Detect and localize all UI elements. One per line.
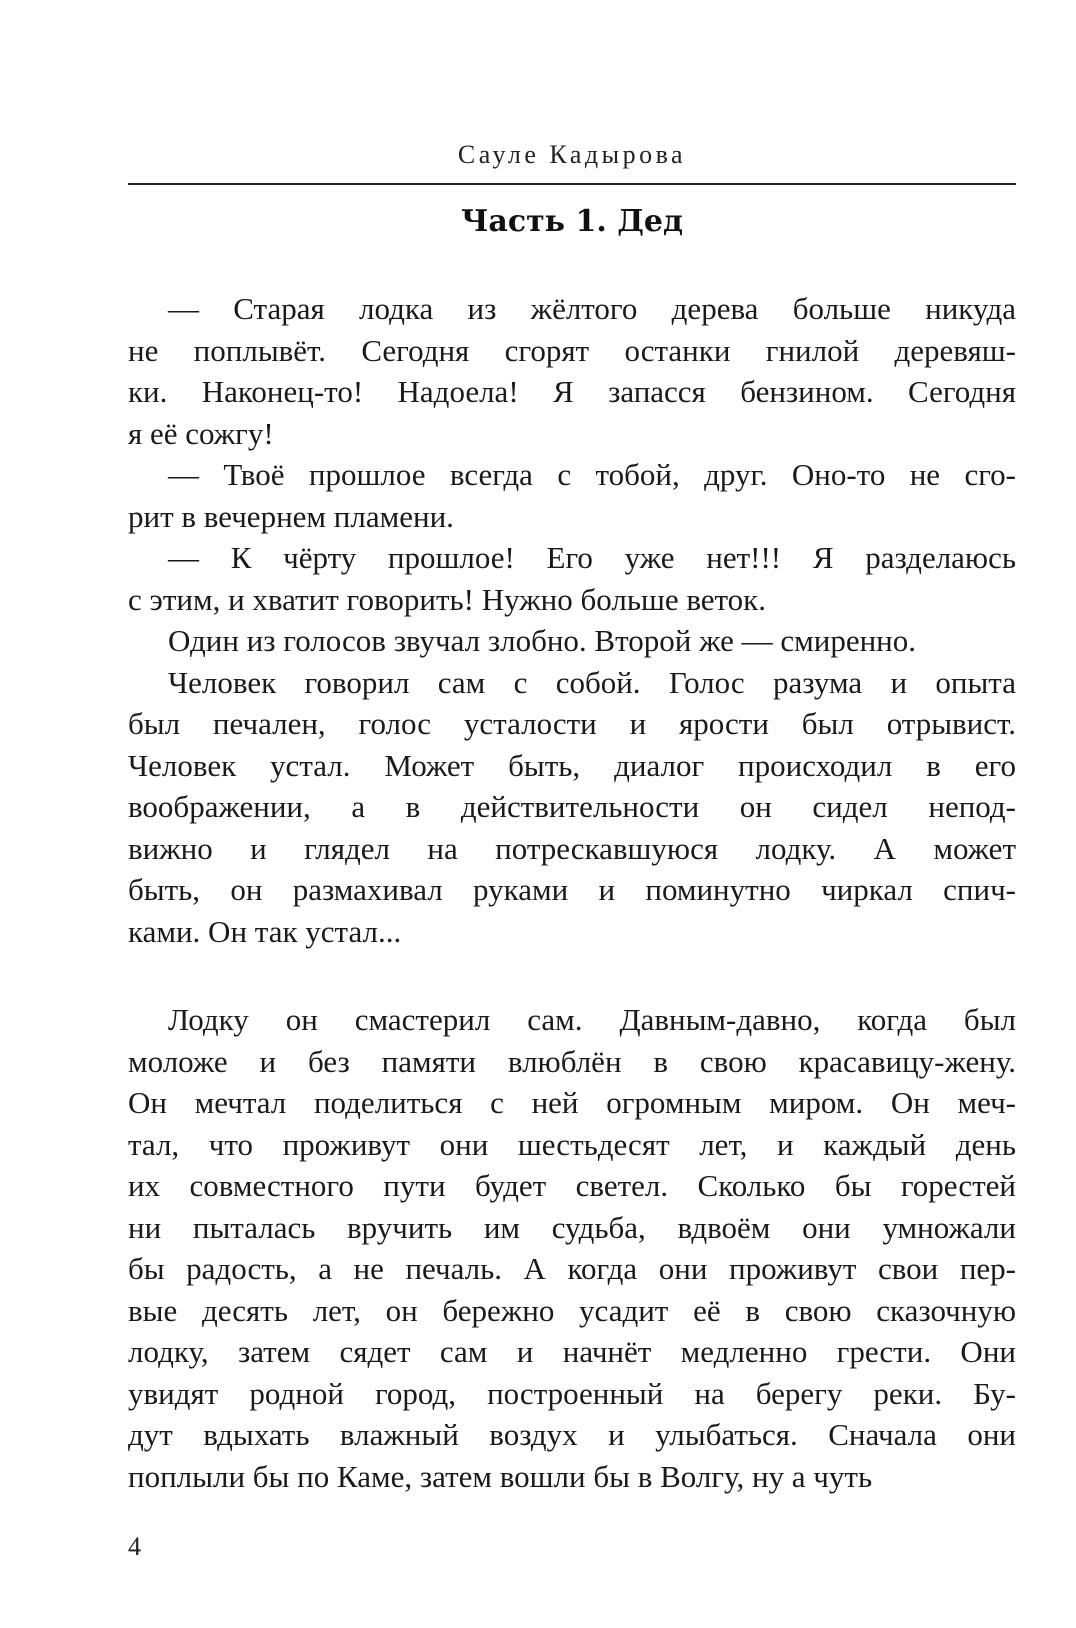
text-line: Человек устал. Может быть, диалог происходил в его	[128, 747, 1016, 783]
text-line: вые десять лет, он бережно усадит её в свою сказочную	[128, 1292, 1016, 1328]
text-line: не поплывёт. Сегодня сгорят останки гнилой деревяш-	[128, 332, 1016, 368]
text-line: бы радость, а не печаль. А когда они проживут свои пер-	[128, 1251, 1016, 1286]
text-line: тал, что проживут они шестьдесят лет, и каждый день	[128, 1126, 1016, 1162]
paragraph	[128, 537, 1016, 620]
text-line: воображении, а в действительности он сидел непод-	[128, 789, 1016, 824]
text-line: — К чёрту прошлое! Его уже нет!!! Я разделаюсь	[168, 540, 1016, 575]
text-line: ками. Он так устал...	[128, 913, 402, 949]
paragraph	[128, 288, 1016, 454]
text-line: лодку, затем сядет сам и начнёт медленно грести. Они	[128, 1334, 1016, 1369]
text-line: я её сожгу!	[128, 415, 274, 451]
text-line: был печален, голос усталости и ярости был отрывист.	[128, 706, 1016, 741]
text-block-2	[128, 999, 1016, 1497]
text-line: увидят родной город, построенный на берегу реки. Бу-	[128, 1375, 1016, 1411]
text-line: Лодку он смастерил сам. Давным-давно, когда был	[168, 1002, 1016, 1037]
text-line: Он мечтал поделиться с ней огромным миром. Он меч-	[128, 1085, 1016, 1120]
text-line: вижно и глядел на потрескавшуюся лодку. А может	[128, 830, 1016, 866]
text-line: — Твоё прошлое всегда с тобой, друг. Оно-то не сго-	[168, 457, 1016, 492]
chapter-title: Часть 1. Дед	[460, 204, 683, 239]
text-line: с этим, и хватит говорить! Нужно больше веток.	[128, 581, 766, 617]
text-line: Один из голосов звучал злобно. Второй же — смиренно.	[168, 623, 917, 658]
header-rule	[128, 183, 1016, 185]
text-line: дут вдыхать влажный воздух и улыбаться. Сначала они	[128, 1417, 1016, 1452]
paragraph	[128, 999, 1016, 1497]
text-line: рит в вечернем пламени.	[128, 498, 454, 534]
paragraph	[128, 620, 1016, 662]
text-line: ки. Наконец-то! Надоела! Я запасся бензином. Сегодня	[128, 374, 1016, 409]
text-line: — Старая лодка из жёлтого дерева больше никуда	[168, 291, 1016, 326]
text-line: их совместного пути будет светел. Сколько бы горестей	[128, 1168, 1016, 1203]
text-line: моложе и без памяти влюблён в свою красавицу-жену.	[128, 1043, 1016, 1079]
paragraph	[128, 454, 1016, 537]
text-line: поплыли бы по Каме, затем вошли бы в Волгу, ну а чуть	[128, 1458, 873, 1494]
page-number: 4	[128, 1532, 141, 1561]
text-block-1	[128, 288, 1016, 952]
running-head: Сауле Кадырова	[457, 140, 687, 169]
text-line: ни пыталась вручить им судьба, вдвоём они умножали	[128, 1209, 1016, 1245]
text-line: Человек говорил сам с собой. Голос разума и опыта	[168, 664, 1016, 700]
paragraph	[128, 662, 1016, 953]
text-line: быть, он размахивал руками и поминутно чиркал спич-	[128, 872, 1016, 907]
